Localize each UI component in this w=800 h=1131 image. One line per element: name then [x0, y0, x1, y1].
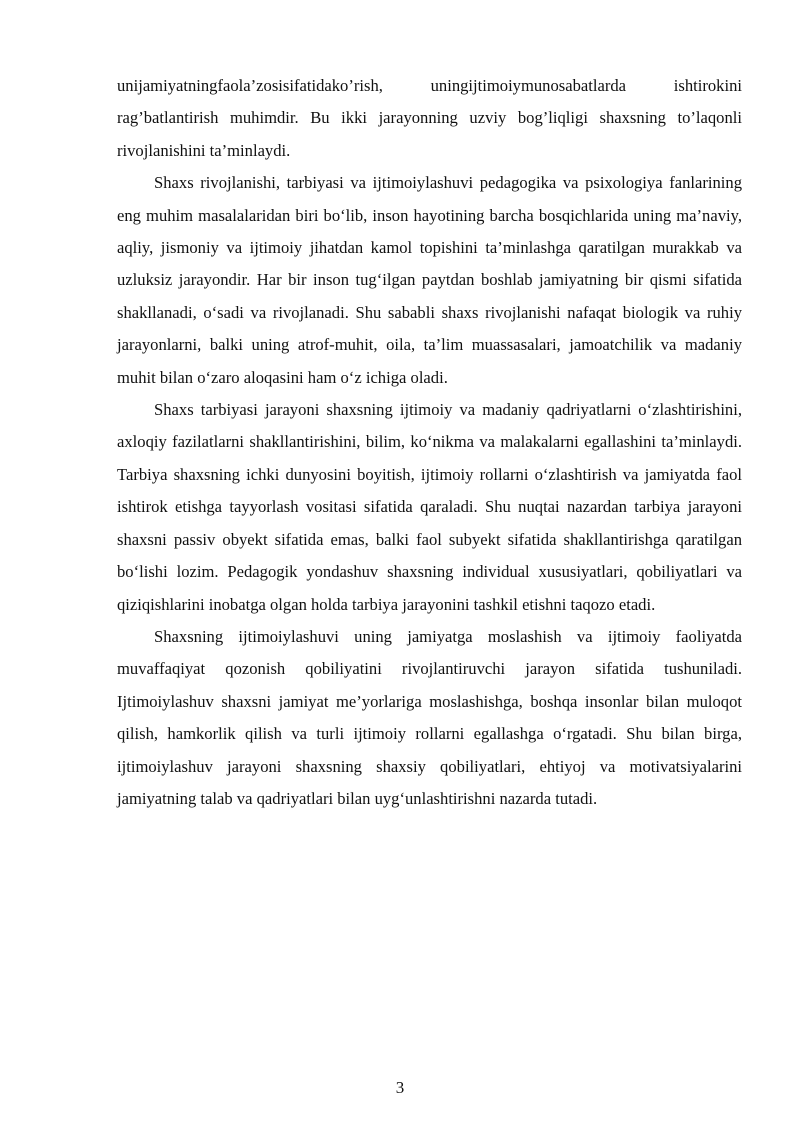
paragraph-shaxs-tarbiyasi: Shaxs tarbiyasi jarayoni shaxsning ijtimoiy va madaniy qadriyatlarni o‘zlashtirishini, axloqiy fazilatlarni shakllantirishini, bilim, ko‘nikma va malakalarni egallashini ta’minlaydi. Tarbiya shaxsning ichki dunyosini boyitish, ijtimoiy rollarni o‘zlashtirish va jamiyatda faol ishtirok etishga tayyorlash vositasi sifatida qaraladi. Shu nuqtai nazardan tarbiya jarayoni shaxsni passiv obyekt sifatida emas, balki faol subyekt sifatida shakllantirishga qaratilgan bo‘lishi lozim. Pedagogik yondashuv shaxsning individual xususiyatlari, qobiliyatlari va qiziqishlarini inobatga olgan holda tarbiya jarayonini tashkil etishni taqozo etadi. — [117, 400, 742, 614]
paragraph-ijtimoiylashuv: Shaxsning ijtimoiylashuvi uning jamiyatga moslashish va ijtimoiy faoliyatda muvaffaqiyat qozonish qobiliyatini rivojlantiruvchi jarayon sifatida tushuniladi. Ijtimoiylashuv shaxsni jamiyat me’yorlariga moslashishga, boshqa insonlar bilan muloqot qilish, hamkorlik qilish va turli ijtimoiy rollarni egallashga o‘rgatadi. Shu bilan birga, ijtimoiylashuv jarayoni shaxsning shaxsiy qobiliyatlari, ehtiyoj va motivatsiyalarini jamiyatning talab va qadriyatlari bilan uyg‘unlashtirishni nazarda tutadi. — [117, 626, 742, 808]
paragraph-continuation: unijamiyatningfaola’zosisifatidako’rish, uningijtimoiymunosabatlarda ishtirokini rag’batlantirish muhimdir. Bu ikki jarayonning uzviy bog’liqligi shaxsning to’laqonli rivojlanishini ta’minlaydi. — [117, 76, 742, 160]
body-text — [117, 70, 742, 815]
paragraph-shaxs-rivojlanishi: Shaxs rivojlanishi, tarbiyasi va ijtimoiylashuvi pedagogika va psixologiya fanlarining eng muhim masalalaridan biri bo‘lib, inson hayotining barcha bosqichlarida uning ma’naviy, aqliy, jismoniy va ijtimoiy jihatdan kamol topishini ta’minlashga qaratilgan murakkab va uzluksiz jarayondir. Har bir inson tug‘ilgan paytdan boshlab jamiyatning bir qismi sifatida shakllanadi, o‘sadi va rivojlanadi. Shu sababli shaxs rivojlanishi nafaqat biologik va ruhiy jarayonlarni, balki uning atrof-muhit, oila, ta’lim muassasalari, jamoatchilik va madaniy muhit bilan o‘zaro aloqasini ham o‘z ichiga oladi. — [117, 173, 742, 387]
page-number: 3 — [395, 1078, 405, 1097]
